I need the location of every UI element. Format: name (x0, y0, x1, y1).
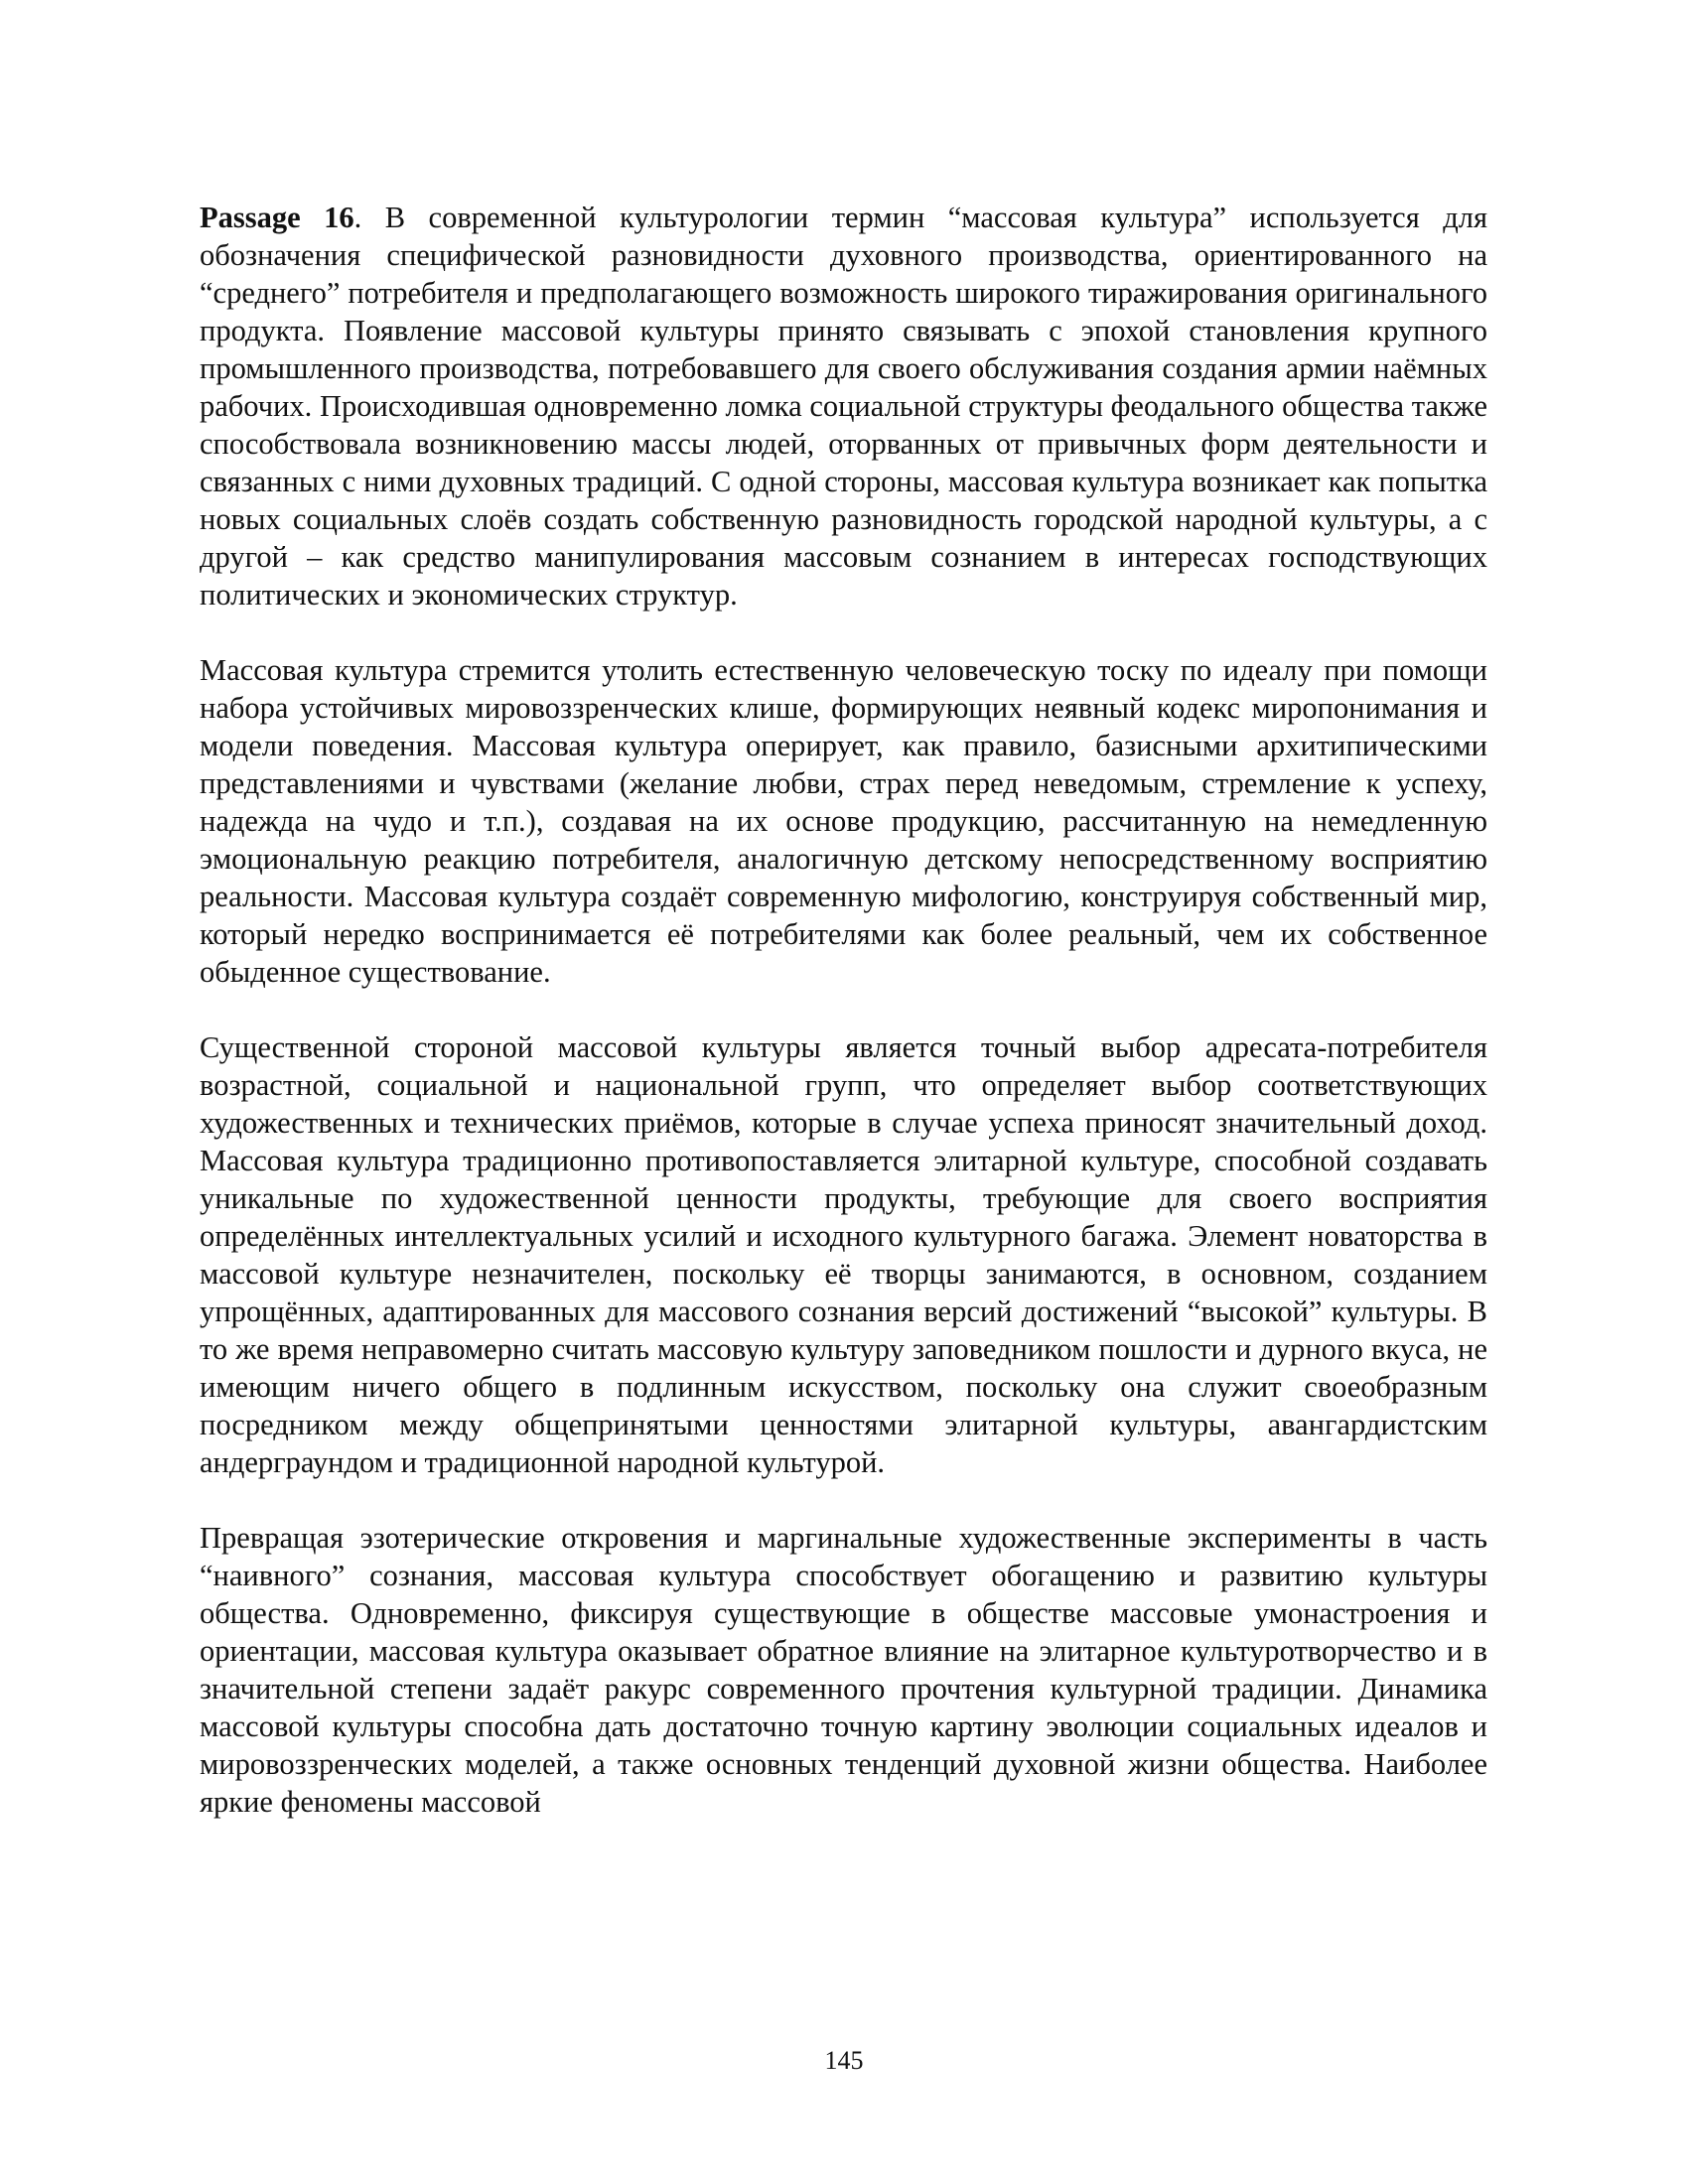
paragraph-1-text: . В современной культурологии термин “массовая культура” используется для обозначения специфической разновидности духовного производства, ориентированного на “среднего” потребителя и предполагающего возможность широкого тиражирования оригинального продукта. Появление массовой культуры принято связывать с эпохой становления крупного промышленного производства, потребовавшего для своего обслуживания создания армии наёмных рабочих. Происходившая одновременно ломка социальной структуры феодального общества также способствовала возникновению массы людей, оторванных от привычных форм деятельности и связанных с ними духовных традиций. С одной стороны, массовая культура возникает как попытка новых социальных слоёв создать собственную разновидность городской народной культуры, а с другой – как средство манипулирования массовым сознанием в интересах господствующих политических и экономических структур. (200, 201, 1487, 612)
page-number: 145 (824, 2046, 864, 2075)
paragraph-3: Существенной стороной массовой культуры является точный выбор адресата-потребителя возрастной, социальной и национальной групп, что определяет выбор соответствующих художественных и технических приёмов, которые в случае успеха приносят значительный доход. Массовая культура традиционно противопоставляется элитарной культуре, способной создавать уникальные по художественной ценности продукты, требующие для своего восприятия определённых интеллектуальных усилий и исходного культурного багажа. Элемент новаторства в массовой культуре незначителен, поскольку её творцы занимаются, в основном, созданием упрощённых, адаптированных для массового сознания версий достижений “высокой” культуры. В то же время неправомерно считать массовую культуру заповедником пошлости и дурного вкуса, не имеющим ничего общего в подлинным искусством, поскольку она служит своеобразным посредником между общепринятыми ценностями элитарной культуры, авангардистским андерграундом и традиционной народной культурой. (200, 1030, 1487, 1479)
passage-label: Passage 16 (200, 201, 354, 234)
paragraph-4: Превращая эзотерические откровения и маргинальные художественные эксперименты в часть “наивного” сознания, массовая культура способствует обогащению и развитию культуры общества. Одновременно, фиксируя существующие в обществе массовые умонастроения и ориентации, массовая культура оказывает обратное влияние на элитарное культуротворчество и в значительной степени задаёт ракурс современного прочтения культурной традиции. Динамика массовой культуры способна дать достаточно точную картину эволюции социальных идеалов и мировоззренческих моделей, а также основных тенденций духовной жизни общества. Наиболее яркие феномены массовой (200, 1521, 1487, 1819)
paragraph-1 (200, 199, 1487, 614)
page-content (200, 199, 1487, 1821)
paragraph-2: Массовая культура стремится утолить естественную человеческую тоску по идеалу при помощи набора устойчивых мировоззренческих клише, формирующих неявный кодекс миропонимания и модели поведения. Массовая культура оперирует, как правило, базисными архитипическими представлениями и чувствами (желание любви, страх перед неведомым, стремление к успеху, надежда на чудо и т.п.), создавая на их основе продукцию, рассчитанную на немедленную эмоциональную реакцию потребителя, аналогичную детскому непосредственному восприятию реальности. Массовая культура создаёт современную мифологию, конструируя собственный мир, который нередко воспринимается её потребителями как более реальный, чем их собственное обыденное существование. (200, 653, 1487, 989)
